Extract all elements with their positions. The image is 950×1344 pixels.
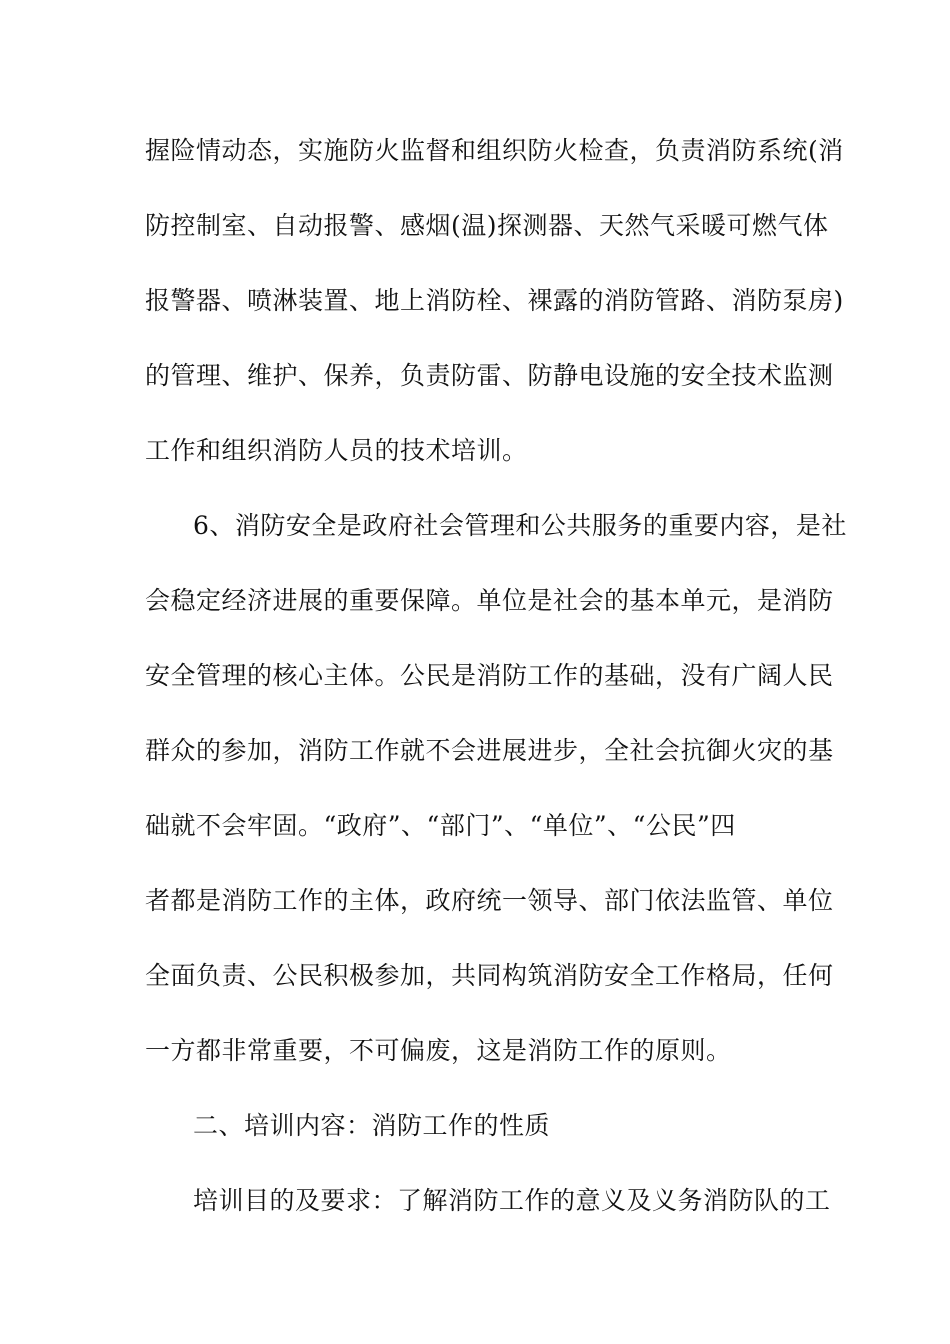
paragraph-start-line: 培训目的及要求：了解消防工作的意义及义务消防队的工 — [193, 1186, 831, 1215]
text-line: 者都是消防工作的主体，政府统一领导、部门依法监管、单位 — [145, 886, 834, 915]
text-line: 报警器、喷淋装置、地上消防栓、裸露的消防管路、消防泵房) — [145, 286, 844, 315]
text-line: 工作和组织消防人员的技术培训。 — [145, 436, 528, 465]
section-heading: 二、培训内容：消防工作的性质 — [193, 1111, 551, 1140]
text-line: 安全管理的核心主体。公民是消防工作的基础，没有广阔人民 — [145, 661, 834, 690]
text-line: 会稳定经济进展的重要保障。单位是社会的基本单元，是消防 — [145, 586, 834, 615]
text-line: 础就不会牢固。“政府”、“部门”、“单位”、“公民”四 — [145, 811, 736, 840]
text-line: 一方都非常重要，不可偏废，这是消防工作的原则。 — [145, 1036, 732, 1065]
text-line: 握险情动态，实施防火监督和组织防火检查，负责消防系统(消 — [145, 136, 844, 165]
text-line: 群众的参加，消防工作就不会进展进步，全社会抗御火灾的基 — [145, 736, 834, 765]
text-line: 的管理、维护、保养，负责防雷、防静电设施的安全技术监测 — [145, 361, 834, 390]
text-line: 防控制室、自动报警、感烟(温)探测器、天然气采暖可燃气体 — [145, 211, 829, 240]
text-line: 全面负责、公民积极参加，共同构筑消防安全工作格局，任何 — [145, 961, 834, 990]
paragraph-start-line: 6、消防安全是政府社会管理和公共服务的重要内容，是社 — [193, 511, 847, 540]
